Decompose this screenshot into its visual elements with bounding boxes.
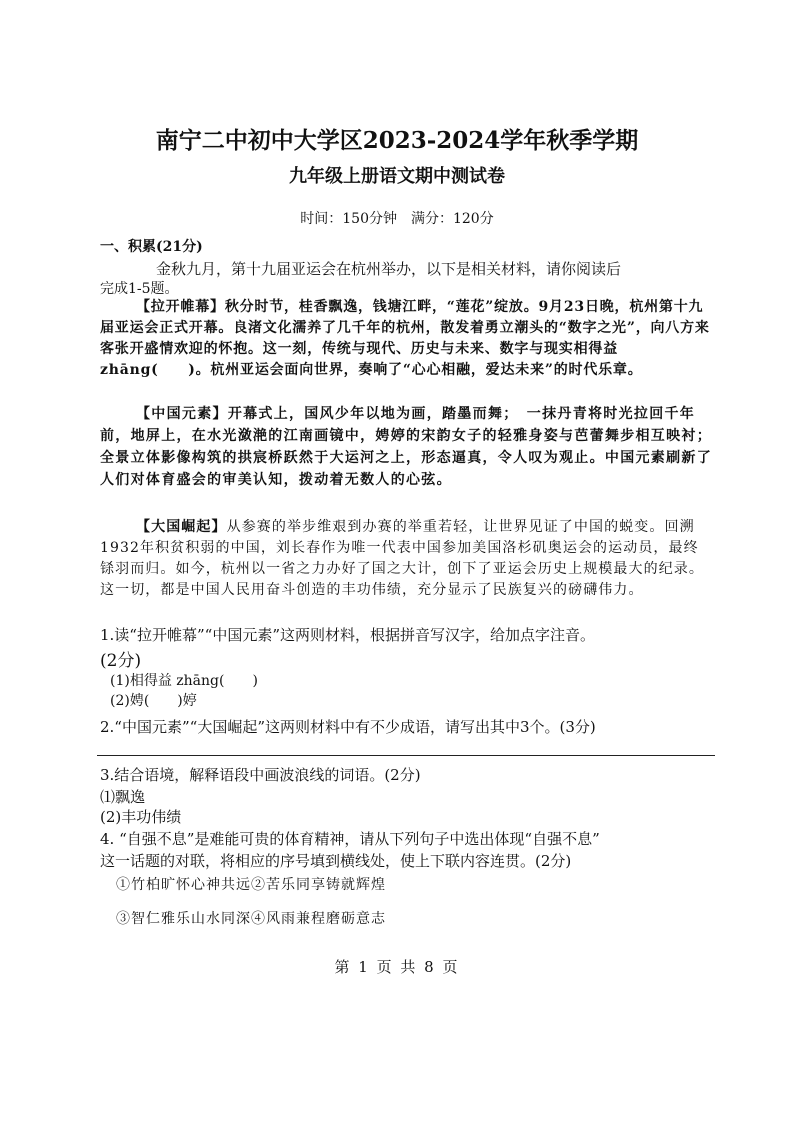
material-paragraph-2 [100,403,712,491]
question-4-options-1: ①竹柏旷怀心神共远②苦乐同享铸就辉煌 [116,877,386,893]
exam-title: 南宁二中初中大学区2023-2024学年秋季学期 [155,127,639,154]
question-1-score: (2分) [100,651,142,671]
material-paragraph-1 [100,297,712,381]
intro-line-1: 金秋九月，第十九届亚运会在杭州举办，以下是相关材料，请你阅读后 [156,260,622,278]
question-1-sub-1: (1)相得益 zhāng( ) [110,673,258,689]
material-paragraph-3 [100,517,712,601]
paragraph-text: 从参赛的举步维艰到办赛的举重若轻，让世界见证了中国的蜕变。回溯1932年积贫积弱的中国，刘长春作为唯一代表中国参加美国洛杉矶奥运会的运动员，最终铩羽而归。如今，杭州以一省之力办好了国之大计，创下了亚运会历史上规模最大的纪录。这一切，都是中国人民用奋斗创造的丰功伟绩，充分显示了民族复兴的磅礴伟力。 [100,519,704,598]
question-2: 2.“中国元素”“大国崛起”这两则材料中有不少成语，请写出其中3个。(3分) [100,718,596,736]
answer-line [97,755,715,756]
question-4-line-2: 这一话题的对联，将相应的序号填到横线处，使上下联内容连贯。(2分) [100,852,572,870]
question-4-options-2: ③智仁雅乐山水同深④风雨兼程磨砺意志 [116,911,386,927]
question-3-sub-2: (2)丰功伟绩 [100,808,182,826]
section-heading: 一、积累(21分) [100,239,203,255]
exam-subtitle: 九年级上册语文期中测试卷 [289,166,505,187]
paragraph-tag: 【拉开帷幕】 [136,299,225,315]
paragraph-tag: 【大国崛起】 [136,519,227,535]
intro-line-2: 完成1-5题。 [100,281,179,297]
question-1-sub-2: (2)娉( )婷 [110,693,197,709]
paragraph-text: 开幕式上，国风少年以地为画，踏墨而舞； 一抹丹青将时光拉回千年前，地屏上，在水光潋滟的江南画镜中，娉婷的宋韵女子的轻雅身姿与芭蕾舞步相互映衬；全景立体影像构筑的拱宸桥跃然于大运河之上，形态逼真，令人叹为观止。中国元素刷新了人们对体育盛会的审美认知，拨动着无数人的心弦。 [100,406,712,488]
question-3: 3.结合语境，解释语段中画波浪线的词语。(2分) [100,766,421,784]
question-1: 1.读“拉开帷幕”“中国元素”这两则材料，根据拼音写汉字，给加点字注音。 [100,626,595,644]
page-number: 第 1 页 共 8 页 [334,958,460,976]
question-4-line-1: 4. “自强不息”是难能可贵的体育精神，请从下列句子中选出体现“自强不息” [100,830,600,848]
question-3-sub-1: ⑴飘逸 [100,788,146,806]
paragraph-tag: 【中国元素】 [136,406,228,422]
time-and-score: 时间：150分钟 满分：120分 [300,211,494,227]
paragraph-text: 秋分时节，桂香飘逸，钱塘江畔，“莲花”绽放。9月23日晚，杭州第十九届亚运会正式开幕。良渚文化濡养了几千年的杭州，散发着勇立潮头的“数字之光”，向八方来客张开盛情欢迎的怀抱。这一刻，传统与现代、历史与未来、数字与现实相得益zhāng( )。杭州亚运会面向世界，奏响了“心心相融，爱达未来”的时代乐章。 [100,299,710,378]
